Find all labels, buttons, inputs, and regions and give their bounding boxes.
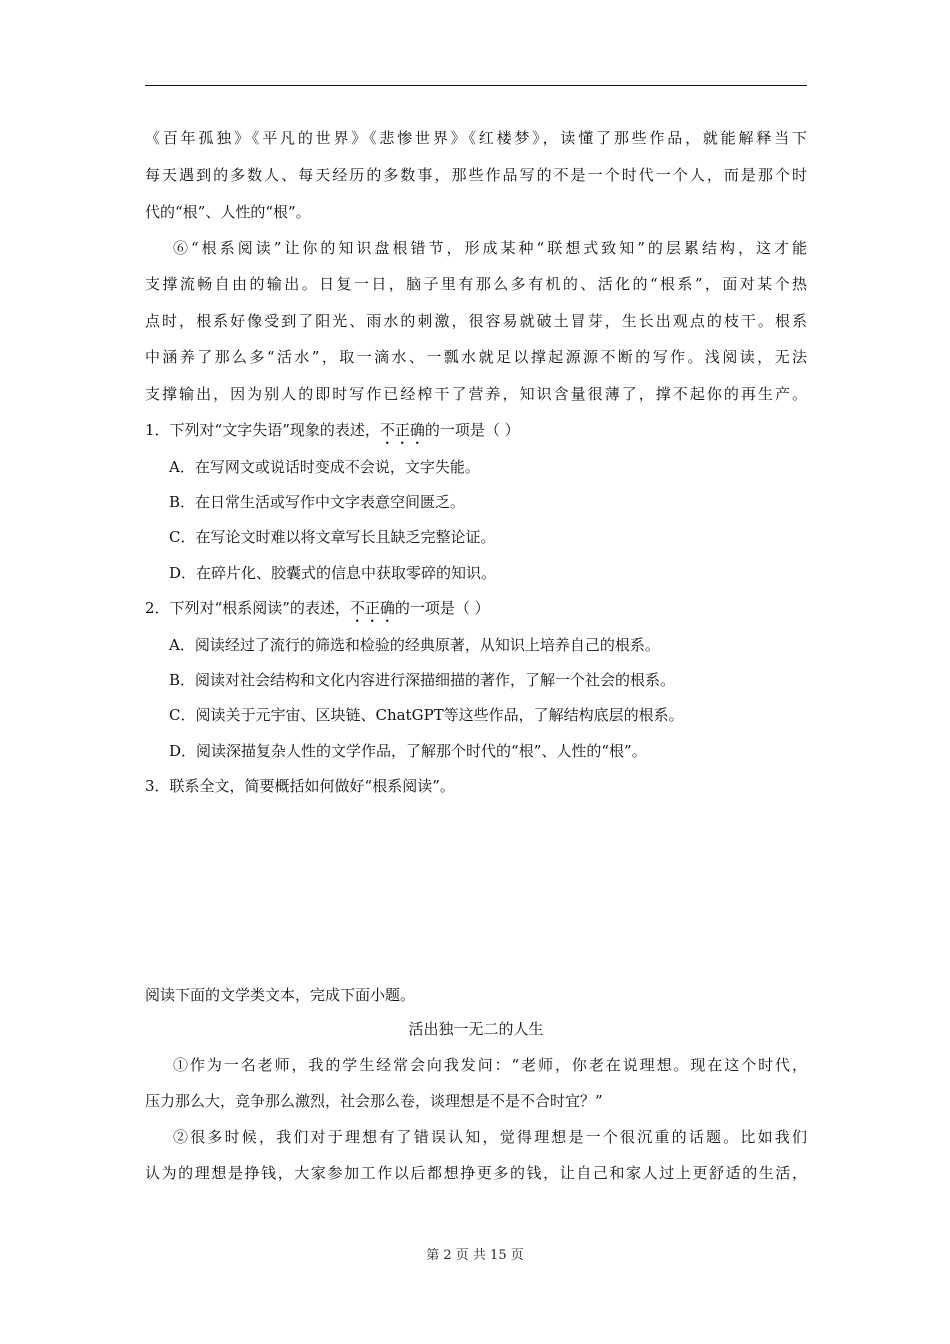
passage-line-4: ⑥“根系阅读”让你的知识盘根错节，形成某种“联想式致知”的层累结构，这才能	[173, 239, 807, 257]
page-footer: 第 2 页 共 15 页	[426, 1248, 524, 1263]
question-1-option-c[interactable]: C．在写论文时难以将文章写长且缺乏完整论证。	[169, 528, 496, 546]
question-2-option-d[interactable]: D．阅读深描复杂人性的文学作品，了解那个时代的“根”、人性的“根”。	[169, 742, 647, 760]
question-1-stem-prefix: 1．下列对“文字失语”现象的表述，	[145, 421, 380, 439]
header-rule	[145, 85, 807, 86]
question-2-option-c[interactable]: C．阅读关于元宇宙、区块链、ChatGPT等这些作品，了解结构底层的根系。	[169, 706, 684, 724]
section-instruction: 阅读下面的文学类文本，完成下面小题。	[145, 986, 416, 1004]
question-2-option-b[interactable]: B．阅读对社会结构和文化内容进行深描细描的著作，了解一个社会的根系。	[169, 671, 676, 689]
article-line-2: 压力那么大，竞争那么激烈，社会那么卷，谈理想是不是不合时宜？”	[145, 1092, 603, 1110]
article-line-3: ②很多时候，我们对于理想有了错误认知，觉得理想是一个很沉重的话题。比如我们	[173, 1128, 807, 1146]
question-2-stem-suffix: 的一项是（ ）	[394, 599, 490, 617]
question-1-stem	[145, 420, 807, 448]
passage-line-5: 支撑流畅自由的输出。日复一日，脑子里有那么多有机的、活化的“根系”，面对某个热	[145, 275, 807, 293]
passage-line-3: 代的“根”、人性的“根”。	[145, 203, 311, 221]
question-2-option-a[interactable]: A．阅读经过了流行的筛选和检验的经典原著，从知识上培养自己的根系。	[169, 636, 660, 654]
passage-line-1: 《百年孤独》《平凡的世界》《悲惨世界》《红楼梦》，读懂了那些作品，就能解释当下	[145, 129, 807, 147]
question-1-option-b[interactable]: B．在日常生活或写作中文字表意空间匮乏。	[169, 493, 466, 511]
question-3-stem: 3．联系全文，简要概括如何做好“根系阅读”。	[145, 777, 455, 795]
passage-line-8: 支撑输出，因为别人的即时写作已经榨干了营养，知识含量很薄了，撑不起你的再生产。	[145, 385, 807, 403]
question-2-stem-prefix: 2．下列对“根系阅读”的表述，	[145, 599, 350, 617]
question-1-stem-suffix: 的一项是（ ）	[424, 421, 520, 439]
passage-line-7: 中涵养了那么多“活水”，取一滴水、一瓢水就足以撑起源源不断的写作。浅阅读，无法	[145, 348, 807, 366]
article-title: 活出独一无二的人生	[408, 1020, 544, 1038]
article-line-1: ①作为一名老师，我的学生经常会向我发问：“老师，你老在说理想。现在这个时代，	[173, 1056, 807, 1074]
passage-line-6: 点时，根系好像受到了阳光、雨水的刺激，很容易就破土冒芽，生长出观点的枝干。根系	[145, 312, 807, 330]
question-1-option-a[interactable]: A．在写网文或说话时变成不会说，文字失能。	[169, 458, 480, 476]
question-2-emphasis: 不正确	[349, 599, 395, 617]
passage-line-2: 每天遇到的多数人、每天经历的多数事，那些作品写的不是一个时代一个人，而是那个时	[145, 166, 807, 184]
question-1-option-d[interactable]: D．在碎片化、胶囊式的信息中获取零碎的知识。	[169, 564, 497, 582]
question-1-emphasis: 不正确	[379, 421, 425, 439]
question-2-stem	[145, 598, 807, 626]
article-line-4: 认为的理想是挣钱，大家参加工作以后都想挣更多的钱，让自己和家人过上更舒适的生活，	[145, 1164, 807, 1182]
